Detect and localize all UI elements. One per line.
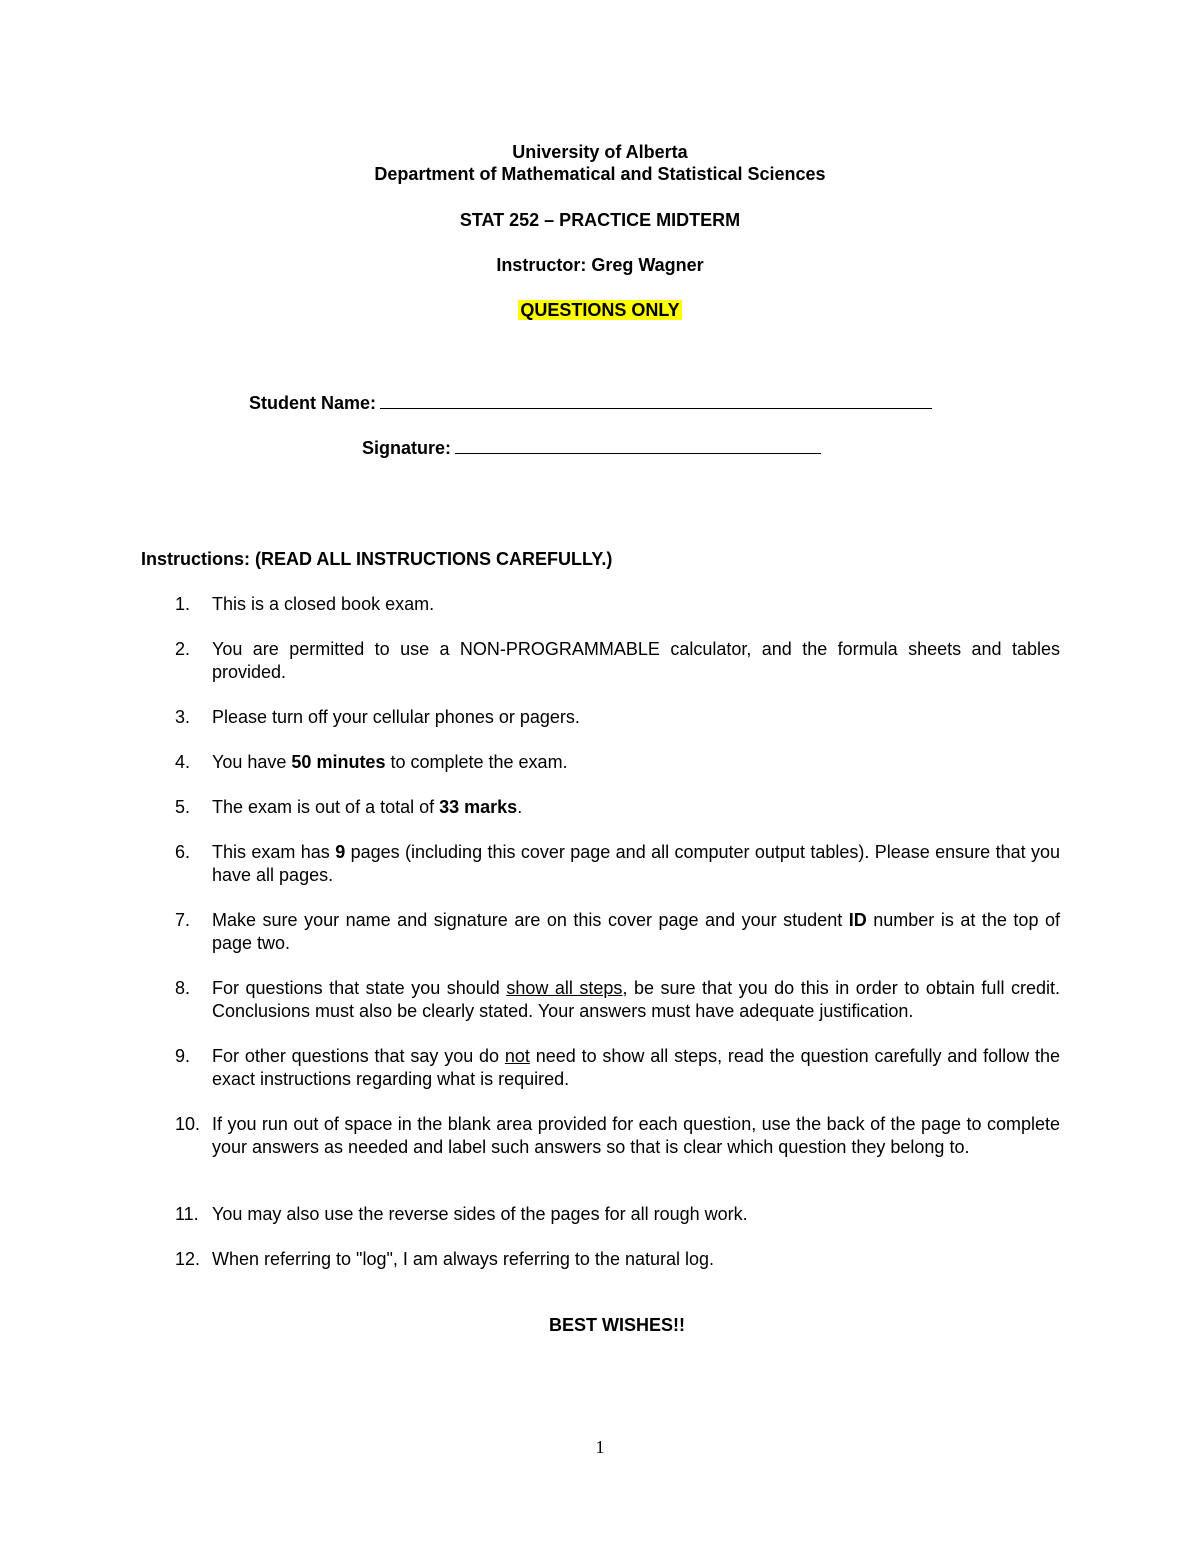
item-text: If you run out of space in the blank area provided for each question, use the back of the page to complete your answers as needed and label such answers so that is clear which question they belong to. [212,1114,1060,1157]
item-text: This is a closed book exam. [212,594,435,614]
item-text: You may also use the reverse sides of the pages for all rough work. [212,1204,748,1224]
instructions-heading: Instructions: (READ ALL INSTRUCTIONS CAREFULLY.) [141,549,613,569]
item-text: When referring to "log", I am always referring to the natural log. [212,1249,715,1269]
course-title: STAT 252 – PRACTICE MIDTERM [459,210,741,230]
item-text: You are permitted to use a NON-PROGRAMMABLE calculator, and the formula sheets and tables provided. [212,639,1060,682]
item-number: 12. [175,1249,201,1269]
student-name-blank[interactable] [380,390,932,409]
item-number: 4. [175,752,191,772]
item-number: 11. [175,1204,199,1224]
item-text: For questions that state you should show all steps, be sure that you do this in order to obtain full credit. Conclusions must also be clearly stated. Your answers must have adequate justification. [212,978,1060,1021]
item-number: 8. [175,978,191,998]
page-number: 1 [595,1437,605,1457]
banner-label: QUESTIONS ONLY [520,300,680,320]
closing-message: BEST WISHES!! [548,1315,685,1335]
signature-blank[interactable] [455,435,821,454]
item-text: Make sure your name and signature are on this cover page and your student ID number is at the top of page two. [212,910,1060,953]
questions-only-banner [0,299,1200,321]
item-number: 2. [175,639,191,659]
item-text: You have 50 minutes to complete the exam. [212,752,568,772]
item-number: 7. [175,910,191,930]
item-text: The exam is out of a total of 33 marks. [212,797,523,817]
item-number: 9. [175,1046,191,1066]
signature-label: Signature: [362,438,452,458]
university-name: University of Alberta [512,142,688,162]
signature-field [362,435,821,459]
item-number: 6. [175,842,191,862]
item-number: 5. [175,797,191,817]
department-name: Department of Mathematical and Statistical Sciences [374,164,826,184]
item-text: For other questions that say you do not need to show all steps, read the question carefully and follow the exact instructions regarding what is required. [212,1046,1060,1089]
item-number: 1. [175,594,191,614]
item-text: Please turn off your cellular phones or pagers. [212,707,580,727]
item-number: 10. [175,1114,201,1134]
item-number: 3. [175,707,191,727]
instructor-name: Instructor: Greg Wagner [496,255,704,275]
item-text: This exam has 9 pages (including this cover page and all computer output tables). Please ensure that you have all pages. [212,842,1061,885]
student-name-label: Student Name: [249,393,377,413]
student-name-field [249,390,932,414]
